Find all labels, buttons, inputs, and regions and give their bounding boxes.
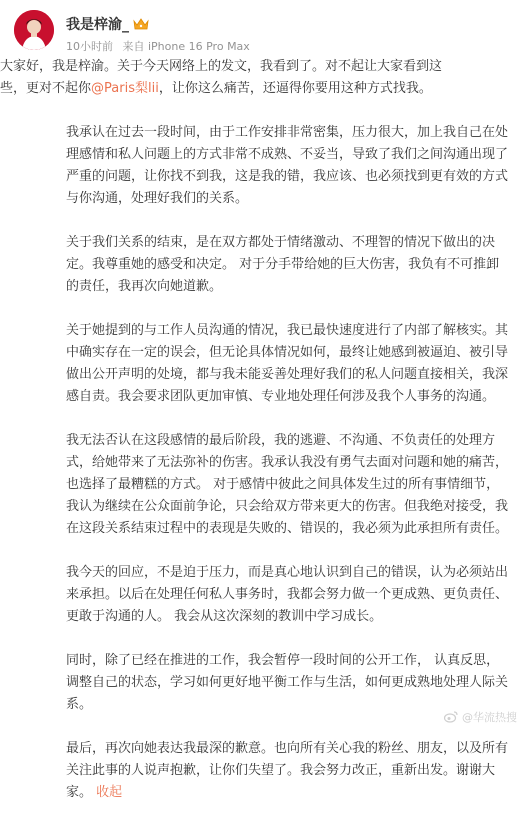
paragraph-6: 我今天的回应，不是迫于压力，而是真心地认识到自己的错误，认为必须站出来承担。以后在处理任何私人事务时，我都会努力做一个更成熟、更负责任、更敢于沟通的人。 我会从这次深刻的教训中学习成长。: [66, 565, 509, 624]
paragraph-1-end: ，让你这么痛苦，还逼得你要用这种方式找我。: [158, 81, 432, 96]
weibo-logo-icon: [444, 711, 458, 723]
paragraph-1-start: 大家好，我是梓渝。关于今天网络上的发文，我看到了。对不起让大家看到这些，更对不起你: [0, 59, 443, 96]
post-time: 10小时前: [66, 40, 113, 53]
paragraph-3: 关于我们关系的结束，是在双方都处于情绪激动、不理智的情况下做出的决定。我尊重她的感受和决定。 对于分手带给她的巨大伤害，我负有不可推卸的责任，我再次向她道歉。: [66, 235, 500, 294]
avatar[interactable]: [14, 10, 54, 50]
post-header: [12, 8, 517, 56]
username-text[interactable]: 我是梓渝_: [66, 17, 129, 33]
paragraph-2: 我承认在过去一段时间，由于工作安排非常密集，压力很大，加上我自己在处理感情和私人问题上的方式非常不成熟、不妥当，导致了我们之间沟通出现了严重的问题，让你找不到我，这是我的错，我应该、也必须找到更有效的方式与你沟通，处理好我们的关系。: [66, 125, 509, 206]
paragraph-8-text: 最后，再次向她表达我最深的歉意。也向所有关心我的粉丝、朋友，以及所有关注此事的人说声抱歉，让你们失望了。我会努力改正，重新出发。谢谢大家。: [66, 741, 509, 800]
paragraph-4: 关于她提到的与工作人员沟通的情况，我已最快速度进行了内部了解核实。其中确实存在一定的误会，但无论具体情况如何，最终让她感到被逼迫、被引导做出公开声明的处境，都与我未能妥善处理好我们的私人问题直接相关，我深感自责。我会要求团队更加审慎、专业地处理任何涉及我个人事务的沟通。: [66, 323, 509, 404]
username[interactable]: [66, 14, 149, 34]
paragraph-8: [66, 738, 511, 804]
post-meta: [66, 38, 250, 54]
paragraph-1: [0, 56, 445, 100]
collapse-link[interactable]: 收起: [96, 785, 123, 800]
mention-link[interactable]: @Paris梨lii: [91, 81, 159, 96]
post-source: 来自 iPhone 16 Pro Max: [122, 40, 250, 53]
crown-icon: [133, 18, 149, 30]
watermark-text: @华流热搜: [462, 711, 517, 724]
paragraph-7: 同时，除了已经在推进的工作，我会暂停一段时间的公开工作， 认真反思，调整自己的状态，学习如何更好地平衡工作与生活，如何更成熟地处理人际关系。: [66, 653, 509, 712]
paragraph-5: 我无法否认在这段感情的最后阶段，我的逃避、不沟通、不负责任的处理方式，给她带来了无法弥补的伤害。我承认我没有勇气去面对问题和她的痛苦，也选择了最糟糕的方式。 对于感情中彼此之间具体发生过的所有事情细节，我认为继续在公众面前争论，只会给双方带来更大的伤害。但我绝对接受，我在这段关系结束过程中的表现是失败的、错误的，我必须为此承担所有责任。: [66, 433, 509, 536]
watermark: [444, 709, 517, 725]
